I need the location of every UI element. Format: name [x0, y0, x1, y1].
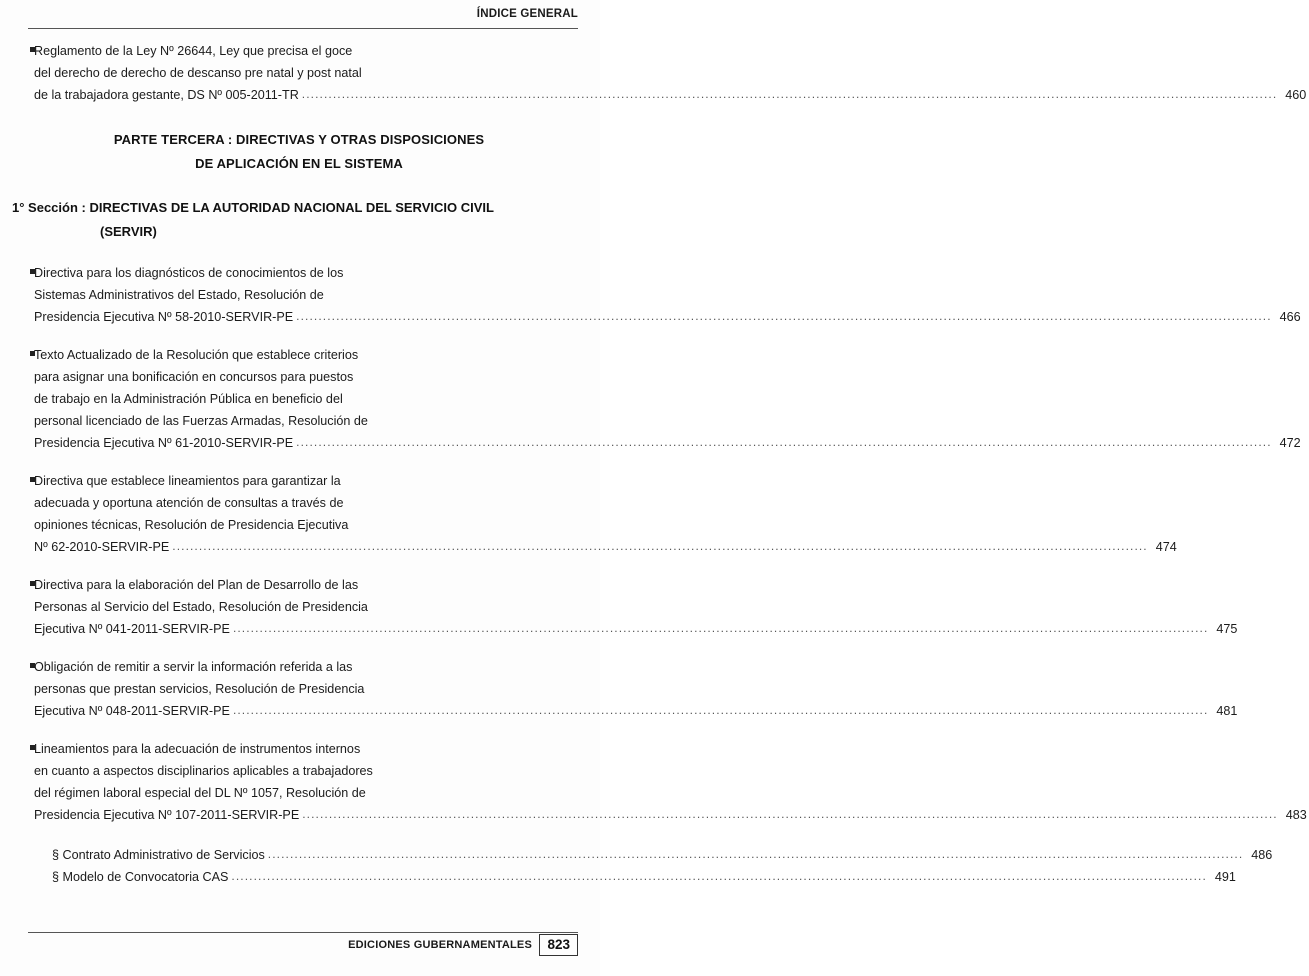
entry-list-main	[12, 262, 1307, 826]
index-entry-line	[34, 366, 1301, 388]
footer-divider	[28, 932, 578, 933]
index-entry-line	[34, 574, 1237, 596]
index-entry-line	[34, 760, 1307, 782]
page-header	[28, 8, 578, 34]
index-entry-line	[34, 388, 1301, 410]
index-entry-text: de trabajo en la Administración Pública en beneficio del	[34, 392, 343, 406]
index-entry-text: Ejecutiva Nº 048-2011-SERVIR-PE	[34, 704, 230, 718]
sub-entry-list	[12, 844, 1273, 888]
square-bullet-icon	[12, 656, 34, 678]
leader-dots: ............................................................................................................................................................................................................................	[302, 807, 1278, 821]
leader-dots: ............................................................................................................................................................................................................................	[172, 539, 1148, 553]
sub-entry-text: § Modelo de Convocatoria CAS	[52, 870, 229, 884]
index-entry-text: Obligación de remitir a servir la información referida a las	[34, 660, 353, 674]
part-heading	[12, 128, 586, 176]
index-entry-text: del derecho de derecho de descanso pre natal y post natal	[34, 66, 362, 80]
index-entry-line	[34, 432, 1301, 454]
index-entry-text: personas que prestan servicios, Resolución de Presidencia	[34, 682, 365, 696]
index-entry-line	[34, 700, 1237, 722]
index-entry-line	[34, 470, 1177, 492]
index-entry-lines	[34, 470, 1179, 558]
index-entry-text: del régimen laboral especial del DL Nº 1057, Resolución de	[34, 786, 366, 800]
section-heading-line1: 1° Sección : DIRECTIVAS DE LA AUTORIDAD NACIONAL DEL SERVICIO CIVIL	[12, 200, 494, 215]
index-entry-line	[34, 678, 1237, 700]
index-entry-line	[34, 62, 1306, 84]
index-entry-text: Directiva para la elaboración del Plan de Desarrollo de las	[34, 578, 359, 592]
section-heading-line2: (SERVIR)	[100, 224, 157, 239]
publisher-label: EDICIONES GUBERNAMENTALES	[348, 939, 532, 951]
index-entry-line	[34, 84, 1306, 106]
index-entry-page: 472	[1279, 436, 1301, 450]
index-entry-line	[34, 306, 1301, 328]
header-title: ÍNDICE GENERAL	[476, 8, 578, 20]
index-entry-page: 481	[1216, 704, 1238, 718]
leader-dots: ............................................................................................................................................................................................................................	[231, 869, 1207, 883]
leader-dots: ............................................................................................................................................................................................................................	[232, 703, 1209, 717]
sub-entry[interactable]	[52, 844, 1273, 866]
header-divider	[28, 28, 578, 29]
square-bullet-icon	[12, 262, 34, 284]
index-entry-line	[34, 596, 1237, 618]
index-entry-line	[34, 40, 1306, 62]
index-entry[interactable]	[12, 344, 1301, 454]
sub-entry-text: § Contrato Administrativo de Servicios	[52, 848, 265, 862]
index-entry-text: de la trabajadora gestante, DS Nº 005-2011-TR	[34, 88, 299, 102]
index-entry-lines	[34, 738, 1309, 826]
index-entry-line	[34, 284, 1301, 306]
square-bullet-icon	[12, 344, 34, 366]
index-entry[interactable]	[12, 738, 1307, 826]
leader-dots: ............................................................................................................................................................................................................................	[232, 621, 1209, 635]
leader-dots: ............................................................................................................................................................................................................................	[301, 87, 1278, 101]
index-entry-page: 460	[1285, 88, 1307, 102]
index-entry-page: 466	[1279, 310, 1301, 324]
index-entry-line	[34, 536, 1177, 558]
sub-entry-page: 491	[1214, 870, 1236, 884]
index-entry-text: Reglamento de la Ley Nº 26644, Ley que precisa el goce	[34, 44, 353, 58]
index-entry[interactable]	[12, 470, 1177, 558]
square-bullet-icon	[12, 738, 34, 760]
index-entry-text: Directiva que establece lineamientos para garantizar la	[34, 474, 341, 488]
index-entry-text: Nº 62-2010-SERVIR-PE	[34, 540, 170, 554]
square-bullet-icon	[12, 40, 34, 62]
index-entry-text: Personas al Servicio del Estado, Resolución de Presidencia	[34, 600, 368, 614]
sub-entry-page: 486	[1251, 848, 1273, 862]
leader-dots: ............................................................................................................................................................................................................................	[267, 847, 1244, 861]
index-entry-line	[34, 738, 1307, 760]
index-entry-text: Lineamientos para la adecuación de instrumentos internos	[34, 742, 361, 756]
index-entry-text: Presidencia Ejecutiva Nº 61-2010-SERVIR-PE	[34, 436, 294, 450]
index-entry-text: para asignar una bonificación en concursos para puestos	[34, 370, 354, 384]
index-entry-line	[34, 492, 1177, 514]
index-entry-text: Directiva para los diagnósticos de conocimientos de los	[34, 266, 344, 280]
leader-dots: ............................................................................................................................................................................................................................	[296, 309, 1272, 323]
section-heading	[12, 196, 586, 244]
index-entry-lines	[34, 344, 1303, 454]
index-entry-page: 474	[1155, 540, 1177, 554]
index-entry-line	[34, 262, 1301, 284]
index-entry-text: opiniones técnicas, Resolución de Presidencia Ejecutiva	[34, 518, 349, 532]
index-entry-lines	[34, 574, 1239, 640]
index-entry-text: Presidencia Ejecutiva Nº 107-2011-SERVIR-PE	[34, 808, 300, 822]
leader-dots: ............................................................................................................................................................................................................................	[296, 435, 1272, 449]
index-entry-line	[34, 618, 1237, 640]
page-number: 823	[539, 934, 578, 956]
index-entry-text: Texto Actualizado de la Resolución que establece criterios	[34, 348, 359, 362]
index-entry-text: en cuanto a aspectos disciplinarios aplicables a trabajadores	[34, 764, 373, 778]
index-entry[interactable]	[12, 574, 1238, 640]
square-bullet-icon	[12, 470, 34, 492]
index-entry-page: 475	[1216, 622, 1238, 636]
part-heading-line1: PARTE TERCERA : DIRECTIVAS Y OTRAS DISPOSICIONES	[113, 132, 485, 147]
index-content	[12, 40, 1307, 920]
index-entry-text: personal licenciado de las Fuerzas Armadas, Resolución de	[34, 414, 368, 428]
index-entry-line	[34, 804, 1307, 826]
index-entry-lines	[34, 656, 1239, 722]
index-entry-lines	[34, 40, 1308, 106]
sub-entry[interactable]	[52, 866, 1236, 888]
index-entry-line	[34, 514, 1177, 536]
part-heading-line2: DE APLICACIÓN EN EL SISTEMA	[195, 156, 403, 171]
index-entry[interactable]	[12, 656, 1238, 722]
index-entry-line	[34, 344, 1301, 366]
index-entry-line	[34, 656, 1237, 678]
page-footer	[28, 932, 578, 962]
index-entry-line	[34, 782, 1307, 804]
index-entry[interactable]	[12, 262, 1301, 328]
index-entry-text: Ejecutiva Nº 041-2011-SERVIR-PE	[34, 622, 230, 636]
index-entry-page: 483	[1285, 808, 1307, 822]
index-entry-line	[34, 410, 1301, 432]
index-entry-text: Presidencia Ejecutiva Nº 58-2010-SERVIR-PE	[34, 310, 294, 324]
index-entry-text: adecuada y oportuna atención de consultas a través de	[34, 496, 344, 510]
index-entry-lines	[34, 262, 1303, 328]
index-entry[interactable]	[12, 40, 1307, 106]
entry-list-top	[12, 40, 1307, 106]
index-entry-text: Sistemas Administrativos del Estado, Resolución de	[34, 288, 324, 302]
square-bullet-icon	[12, 574, 34, 596]
